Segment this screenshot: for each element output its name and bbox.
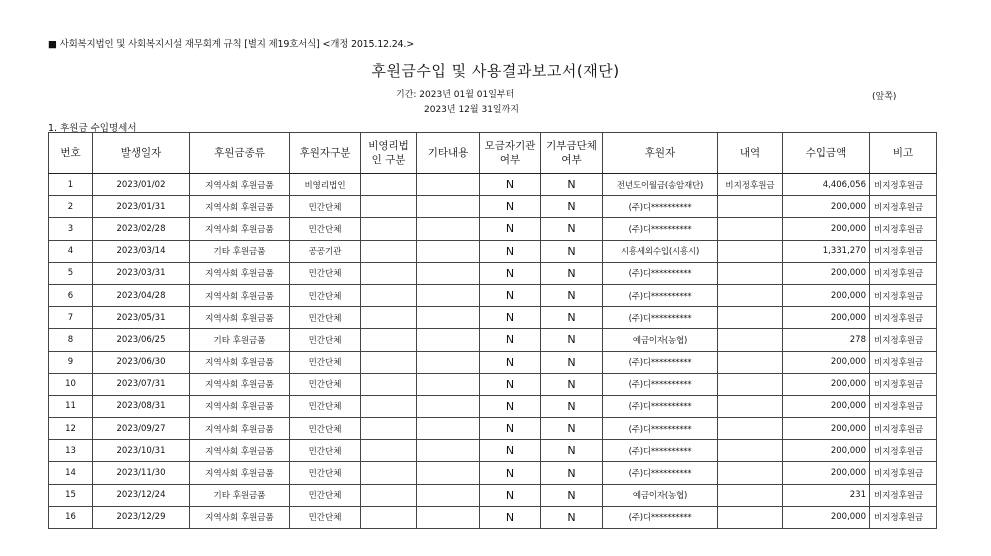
cell-other [417, 196, 480, 218]
cell-no: 9 [49, 351, 93, 373]
cell-type: 지역사회 후원금품 [190, 218, 290, 240]
cell-donor-org: N [541, 174, 603, 196]
cell-nonprofit [361, 307, 417, 329]
cell-no: 11 [49, 395, 93, 417]
cell-type: 지역사회 후원금품 [190, 373, 290, 395]
cell-type: 지역사회 후원금품 [190, 440, 290, 462]
period-end: 2023년 12월 31일까지 [424, 105, 520, 115]
cell-type: 지역사회 후원금품 [190, 284, 290, 306]
cell-donor-org: N [541, 395, 603, 417]
cell-donor: 시흥세외수입(시흥시) [603, 240, 718, 262]
cell-other [417, 284, 480, 306]
cell-note: 비지정후원금 [870, 506, 937, 528]
cell-note: 비지정후원금 [870, 284, 937, 306]
cell-note: 비지정후원금 [870, 218, 937, 240]
column-header-fundraiser: 모금자기관 여부 [480, 133, 541, 174]
cell-note: 비지정후원금 [870, 196, 937, 218]
cell-amount: 200,000 [783, 307, 870, 329]
cell-amount: 200,000 [783, 218, 870, 240]
cell-date: 2023/04/28 [93, 284, 190, 306]
cell-donor-class: 민간단체 [290, 218, 361, 240]
cell-no: 2 [49, 196, 93, 218]
cell-amount: 200,000 [783, 462, 870, 484]
cell-donor: (주)디********** [603, 462, 718, 484]
column-header-detail: 내역 [718, 133, 783, 174]
cell-nonprofit [361, 329, 417, 351]
cell-type: 지역사회 후원금품 [190, 262, 290, 284]
cell-fundraiser: N [480, 196, 541, 218]
cell-donor-org: N [541, 418, 603, 440]
cell-other [417, 262, 480, 284]
page-side-label: (앞쪽) [872, 92, 897, 102]
table-row [49, 506, 937, 528]
cell-amount: 200,000 [783, 284, 870, 306]
cell-other [417, 218, 480, 240]
table-row [49, 174, 937, 196]
cell-type: 기타 후원금품 [190, 240, 290, 262]
column-header-note: 비고 [870, 133, 937, 174]
period-start: 2023년 01월 01일부터 [419, 90, 515, 100]
cell-note: 비지정후원금 [870, 418, 937, 440]
cell-date: 2023/08/31 [93, 395, 190, 417]
cell-date: 2023/12/24 [93, 484, 190, 506]
cell-detail [718, 418, 783, 440]
cell-amount: 1,331,270 [783, 240, 870, 262]
cell-date: 2023/01/02 [93, 174, 190, 196]
table-body [49, 174, 937, 529]
cell-detail [718, 395, 783, 417]
cell-donor-org: N [541, 329, 603, 351]
column-header-no: 번호 [49, 133, 93, 174]
cell-donor-class: 공공기관 [290, 240, 361, 262]
cell-fundraiser: N [480, 329, 541, 351]
cell-donor-org: N [541, 484, 603, 506]
cell-type: 지역사회 후원금품 [190, 307, 290, 329]
table-row [49, 307, 937, 329]
cell-other [417, 418, 480, 440]
table-row [49, 440, 937, 462]
cell-no: 5 [49, 262, 93, 284]
period-label: 기간: [396, 90, 417, 100]
cell-donor-class: 민간단체 [290, 484, 361, 506]
cell-donor-org: N [541, 462, 603, 484]
cell-amount: 200,000 [783, 506, 870, 528]
cell-date: 2023/03/31 [93, 262, 190, 284]
cell-no: 14 [49, 462, 93, 484]
cell-nonprofit [361, 174, 417, 196]
cell-date: 2023/10/31 [93, 440, 190, 462]
cell-no: 16 [49, 506, 93, 528]
table-row [49, 196, 937, 218]
cell-donor-org: N [541, 218, 603, 240]
cell-fundraiser: N [480, 440, 541, 462]
cell-detail [718, 262, 783, 284]
cell-donor: 예금이자(농협) [603, 329, 718, 351]
cell-donor: (주)디********** [603, 440, 718, 462]
cell-fundraiser: N [480, 351, 541, 373]
cell-type: 기타 후원금품 [190, 329, 290, 351]
table-row [49, 262, 937, 284]
cell-donor: 예금이자(농협) [603, 484, 718, 506]
cell-amount: 200,000 [783, 418, 870, 440]
cell-detail [718, 240, 783, 262]
cell-donor-class: 민간단체 [290, 351, 361, 373]
cell-note: 비지정후원금 [870, 240, 937, 262]
cell-note: 비지정후원금 [870, 395, 937, 417]
cell-donor-class: 민간단체 [290, 196, 361, 218]
cell-other [417, 506, 480, 528]
cell-donor-class: 민간단체 [290, 440, 361, 462]
column-header-nonprofit: 비영리법인 구분 [361, 133, 417, 174]
cell-type: 지역사회 후원금품 [190, 351, 290, 373]
cell-detail [718, 307, 783, 329]
cell-other [417, 351, 480, 373]
cell-detail [718, 484, 783, 506]
cell-other [417, 395, 480, 417]
cell-donor-class: 민간단체 [290, 262, 361, 284]
cell-other [417, 307, 480, 329]
cell-fundraiser: N [480, 240, 541, 262]
cell-note: 비지정후원금 [870, 174, 937, 196]
cell-other [417, 373, 480, 395]
reporting-period [396, 88, 519, 118]
cell-type: 지역사회 후원금품 [190, 418, 290, 440]
cell-amount: 200,000 [783, 262, 870, 284]
column-header-donor-org: 기부금단체 여부 [541, 133, 603, 174]
cell-no: 15 [49, 484, 93, 506]
cell-donor: (주)디********** [603, 284, 718, 306]
cell-date: 2023/05/31 [93, 307, 190, 329]
cell-type: 지역사회 후원금품 [190, 462, 290, 484]
cell-no: 4 [49, 240, 93, 262]
page-title: 후원금수입 및 사용결과보고서(재단) [371, 62, 620, 80]
cell-note: 비지정후원금 [870, 351, 937, 373]
cell-no: 7 [49, 307, 93, 329]
cell-type: 기타 후원금품 [190, 484, 290, 506]
table-row [49, 462, 937, 484]
column-header-donor: 후원자 [603, 133, 718, 174]
cell-amount: 4,406,056 [783, 174, 870, 196]
cell-donor-class: 민간단체 [290, 329, 361, 351]
cell-type: 지역사회 후원금품 [190, 174, 290, 196]
cell-donor-org: N [541, 440, 603, 462]
cell-donor-org: N [541, 284, 603, 306]
cell-fundraiser: N [480, 395, 541, 417]
cell-nonprofit [361, 440, 417, 462]
table-row [49, 240, 937, 262]
cell-date: 2023/07/31 [93, 373, 190, 395]
cell-fundraiser: N [480, 262, 541, 284]
cell-nonprofit [361, 240, 417, 262]
cell-amount: 200,000 [783, 440, 870, 462]
cell-donor-class: 민간단체 [290, 373, 361, 395]
cell-note: 비지정후원금 [870, 440, 937, 462]
cell-fundraiser: N [480, 506, 541, 528]
cell-donor-org: N [541, 196, 603, 218]
cell-other [417, 484, 480, 506]
cell-date: 2023/12/29 [93, 506, 190, 528]
cell-donor: (주)디********** [603, 218, 718, 240]
cell-donor: 전년도이월금(송암재단) [603, 174, 718, 196]
cell-note: 비지정후원금 [870, 462, 937, 484]
cell-amount: 200,000 [783, 351, 870, 373]
cell-fundraiser: N [480, 373, 541, 395]
cell-nonprofit [361, 462, 417, 484]
cell-donor-class: 비영리법인 [290, 174, 361, 196]
cell-amount: 200,000 [783, 196, 870, 218]
cell-detail [718, 351, 783, 373]
cell-nonprofit [361, 373, 417, 395]
column-header-amount: 수입금액 [783, 133, 870, 174]
cell-nonprofit [361, 262, 417, 284]
cell-no: 8 [49, 329, 93, 351]
cell-no: 3 [49, 218, 93, 240]
column-header-type: 후원금종류 [190, 133, 290, 174]
cell-nonprofit [361, 284, 417, 306]
cell-nonprofit [361, 218, 417, 240]
cell-no: 1 [49, 174, 93, 196]
cell-donor-class: 민간단체 [290, 462, 361, 484]
cell-type: 지역사회 후원금품 [190, 506, 290, 528]
cell-detail [718, 329, 783, 351]
cell-amount: 278 [783, 329, 870, 351]
cell-donor: (주)디********** [603, 418, 718, 440]
cell-date: 2023/02/28 [93, 218, 190, 240]
cell-type: 지역사회 후원금품 [190, 395, 290, 417]
cell-fundraiser: N [480, 307, 541, 329]
table-row [49, 218, 937, 240]
cell-fundraiser: N [480, 218, 541, 240]
cell-donor-class: 민간단체 [290, 418, 361, 440]
cell-nonprofit [361, 418, 417, 440]
cell-no: 6 [49, 284, 93, 306]
table-row [49, 395, 937, 417]
cell-other [417, 329, 480, 351]
regulation-reference: ■ 사회복지법인 및 사회복지시설 재무회계 규칙 [별지 제19호서식] <개정 2015.12.24.> [48, 39, 414, 50]
cell-amount: 200,000 [783, 373, 870, 395]
cell-fundraiser: N [480, 418, 541, 440]
cell-donor-class: 민간단체 [290, 307, 361, 329]
column-header-other: 기타내용 [417, 133, 480, 174]
cell-detail: 비지정후원금 [718, 174, 783, 196]
cell-detail [718, 196, 783, 218]
cell-note: 비지정후원금 [870, 262, 937, 284]
cell-amount: 200,000 [783, 395, 870, 417]
table-row [49, 484, 937, 506]
cell-nonprofit [361, 395, 417, 417]
cell-other [417, 240, 480, 262]
cell-date: 2023/06/30 [93, 351, 190, 373]
table-row [49, 418, 937, 440]
cell-fundraiser: N [480, 484, 541, 506]
cell-detail [718, 506, 783, 528]
cell-donor: (주)디********** [603, 395, 718, 417]
cell-donor: (주)디********** [603, 351, 718, 373]
cell-donor-org: N [541, 373, 603, 395]
section-title: 1. 후원금 수입명세서 [48, 123, 137, 134]
cell-type: 지역사회 후원금품 [190, 196, 290, 218]
cell-other [417, 174, 480, 196]
table-header-row [49, 133, 937, 174]
cell-donor: (주)디********** [603, 307, 718, 329]
cell-donor: (주)디********** [603, 196, 718, 218]
cell-note: 비지정후원금 [870, 329, 937, 351]
cell-detail [718, 373, 783, 395]
cell-other [417, 462, 480, 484]
cell-donor-class: 민간단체 [290, 284, 361, 306]
cell-fundraiser: N [480, 174, 541, 196]
cell-fundraiser: N [480, 462, 541, 484]
cell-nonprofit [361, 351, 417, 373]
cell-donor-class: 민간단체 [290, 506, 361, 528]
cell-date: 2023/06/25 [93, 329, 190, 351]
cell-donor-class: 민간단체 [290, 395, 361, 417]
cell-no: 12 [49, 418, 93, 440]
column-header-donor-class: 후원자구분 [290, 133, 361, 174]
table-row [49, 284, 937, 306]
cell-detail [718, 462, 783, 484]
cell-note: 비지정후원금 [870, 373, 937, 395]
cell-nonprofit [361, 484, 417, 506]
cell-donor: (주)디********** [603, 506, 718, 528]
cell-detail [718, 218, 783, 240]
cell-donor-org: N [541, 262, 603, 284]
cell-donor-org: N [541, 307, 603, 329]
table-row [49, 373, 937, 395]
cell-no: 13 [49, 440, 93, 462]
cell-donor: (주)디********** [603, 373, 718, 395]
cell-nonprofit [361, 506, 417, 528]
cell-date: 2023/09/27 [93, 418, 190, 440]
column-header-date: 발생일자 [93, 133, 190, 174]
cell-no: 10 [49, 373, 93, 395]
cell-other [417, 440, 480, 462]
donation-income-table [48, 132, 937, 529]
cell-amount: 231 [783, 484, 870, 506]
cell-donor-org: N [541, 506, 603, 528]
table-row [49, 329, 937, 351]
cell-date: 2023/11/30 [93, 462, 190, 484]
cell-detail [718, 284, 783, 306]
cell-nonprofit [361, 196, 417, 218]
cell-note: 비지정후원금 [870, 307, 937, 329]
table-row [49, 351, 937, 373]
cell-note: 비지정후원금 [870, 484, 937, 506]
cell-donor-org: N [541, 240, 603, 262]
cell-donor: (주)디********** [603, 262, 718, 284]
cell-fundraiser: N [480, 284, 541, 306]
cell-date: 2023/01/31 [93, 196, 190, 218]
cell-date: 2023/03/14 [93, 240, 190, 262]
cell-donor-org: N [541, 351, 603, 373]
cell-detail [718, 440, 783, 462]
